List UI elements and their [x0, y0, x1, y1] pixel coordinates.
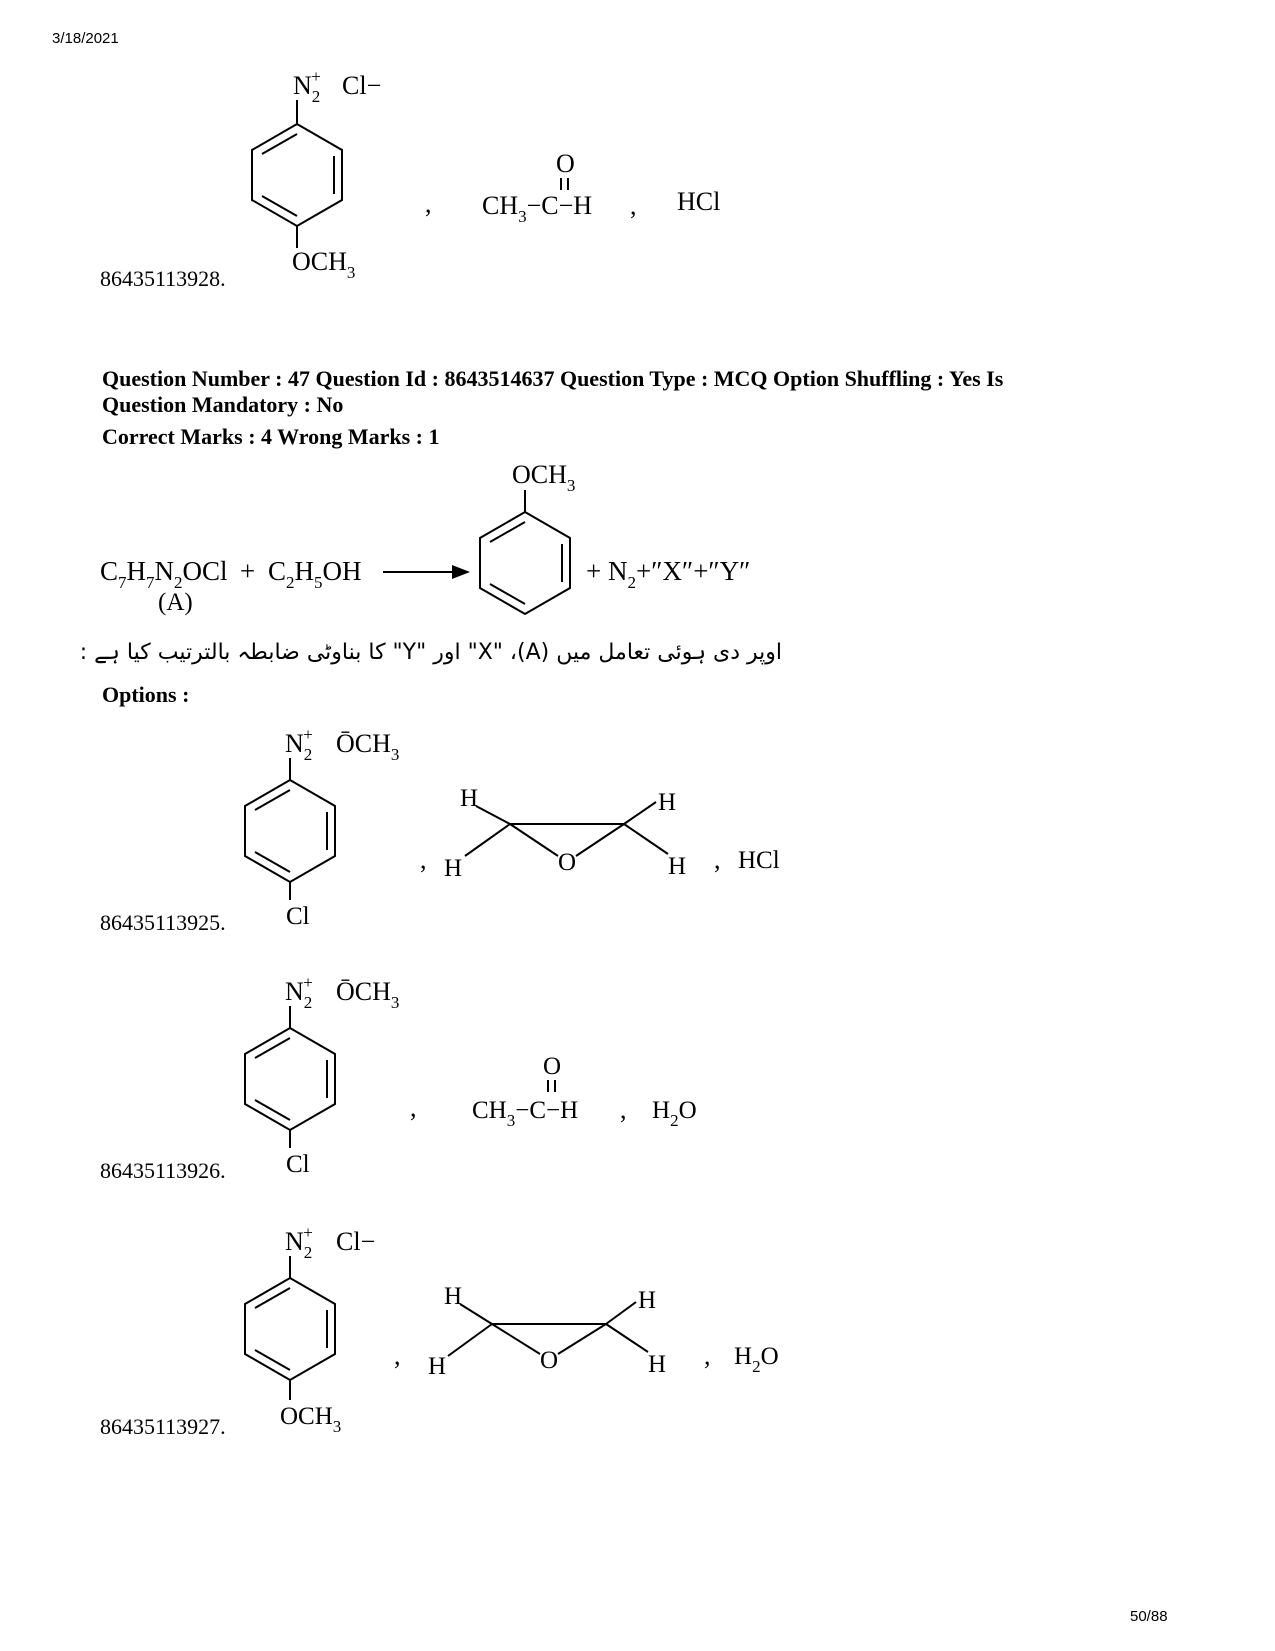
- svg-text:,: ,: [394, 1341, 401, 1370]
- third-product: HCl: [677, 187, 721, 216]
- benzene-ring: [480, 512, 570, 614]
- print-date: 3/18/2021: [52, 30, 119, 47]
- third-product: $H_2O$: [652, 1097, 697, 1130]
- svg-text:,: ,: [420, 845, 427, 874]
- svg-text:H: H: [648, 1351, 667, 1378]
- reactant-a: $C_7H_7N_2OCl$: [100, 556, 228, 592]
- question-meta-line-1: Question Number : 47 Question Id : 8643514637 Question Type : MCQ Option Shuffling : Yes Is: [102, 366, 1004, 391]
- svg-text:H: H: [428, 1353, 447, 1380]
- option-id: 86435113927.: [100, 1414, 226, 1439]
- option-structure: [230, 718, 810, 938]
- svg-text:,: ,: [630, 191, 637, 220]
- svg-text:O: O: [540, 1347, 559, 1374]
- option-structure-benzenediazonium: [240, 62, 760, 292]
- option-structure: [230, 966, 810, 1186]
- ring-substituent: Cl: [286, 903, 310, 930]
- label-a: (A): [158, 589, 193, 616]
- cation-symbol: $N_2+$: [293, 67, 321, 106]
- other-products: + $N_2+''X''+''Y''$: [586, 556, 751, 592]
- cation-symbol: $N_2+$: [285, 725, 313, 764]
- product-substituent: $OCH_3$: [512, 460, 576, 495]
- svg-text:H: H: [658, 789, 677, 816]
- acetaldehyde-formula: $CH_3-C-H$: [472, 1097, 579, 1130]
- ring-substituent: $OCH_3$: [292, 247, 356, 282]
- anion-symbol: $ŌCH_3$: [336, 729, 400, 764]
- third-product: $H_2O$: [734, 1343, 779, 1376]
- epoxide-structure: [428, 1283, 666, 1380]
- svg-text:H: H: [444, 1283, 463, 1310]
- option-id: 86435113926.: [100, 1158, 226, 1183]
- anion-symbol: Cl−: [336, 1227, 376, 1256]
- question-marks: Correct Marks : 4 Wrong Marks : 1: [102, 424, 440, 449]
- cation-symbol: $N_2+$: [285, 1223, 313, 1262]
- anion-symbol: Cl−: [342, 71, 382, 100]
- benzene-ring: [245, 1278, 335, 1380]
- option-id: 86435113925.: [100, 910, 226, 935]
- benzene-ring: [245, 1028, 335, 1130]
- option-id: 86435113928.: [100, 266, 226, 291]
- options-label: Options :: [102, 682, 190, 707]
- svg-text:,: ,: [714, 845, 721, 874]
- svg-text:,: ,: [410, 1093, 417, 1122]
- benzene-ring: [245, 780, 335, 882]
- svg-text:H: H: [444, 855, 463, 882]
- carbonyl-oxygen: O: [556, 149, 575, 178]
- ring-substituent: $OCH_3$: [280, 1403, 342, 1436]
- svg-text:,: ,: [620, 1095, 627, 1124]
- svg-text:H: H: [668, 853, 687, 880]
- third-product: HCl: [738, 847, 780, 874]
- question-meta: [102, 366, 1182, 418]
- svg-text:O: O: [558, 849, 577, 876]
- carbonyl-oxygen: O: [543, 1053, 562, 1080]
- benzene-ring: [252, 124, 342, 226]
- question-text-urdu: اوپر دی ہوئی تعامل میں (A)، "X" اور "Y" کا بناوٹی ضابطہ بالترتیب کیا ہے :: [79, 640, 782, 665]
- anion-symbol: $ŌCH_3$: [336, 977, 400, 1012]
- option-structure: [230, 1216, 810, 1442]
- svg-text:,: ,: [425, 189, 432, 218]
- reaction-equation: [100, 456, 820, 626]
- svg-text:H: H: [638, 1287, 657, 1314]
- reactant-b: $C_2H_5OH$: [268, 556, 362, 592]
- ring-substituent: Cl: [286, 1151, 310, 1178]
- svg-text:,: ,: [704, 1341, 711, 1370]
- question-meta-line-2: Question Mandatory : No: [102, 392, 344, 417]
- epoxide-structure: [444, 785, 686, 882]
- page-number: 50/88: [1130, 1608, 1168, 1625]
- svg-text:+: +: [240, 556, 256, 586]
- svg-text:H: H: [460, 785, 479, 812]
- cation-symbol: $N_2+$: [285, 973, 313, 1012]
- acetaldehyde-formula: $CH_3-C-H$: [482, 191, 593, 226]
